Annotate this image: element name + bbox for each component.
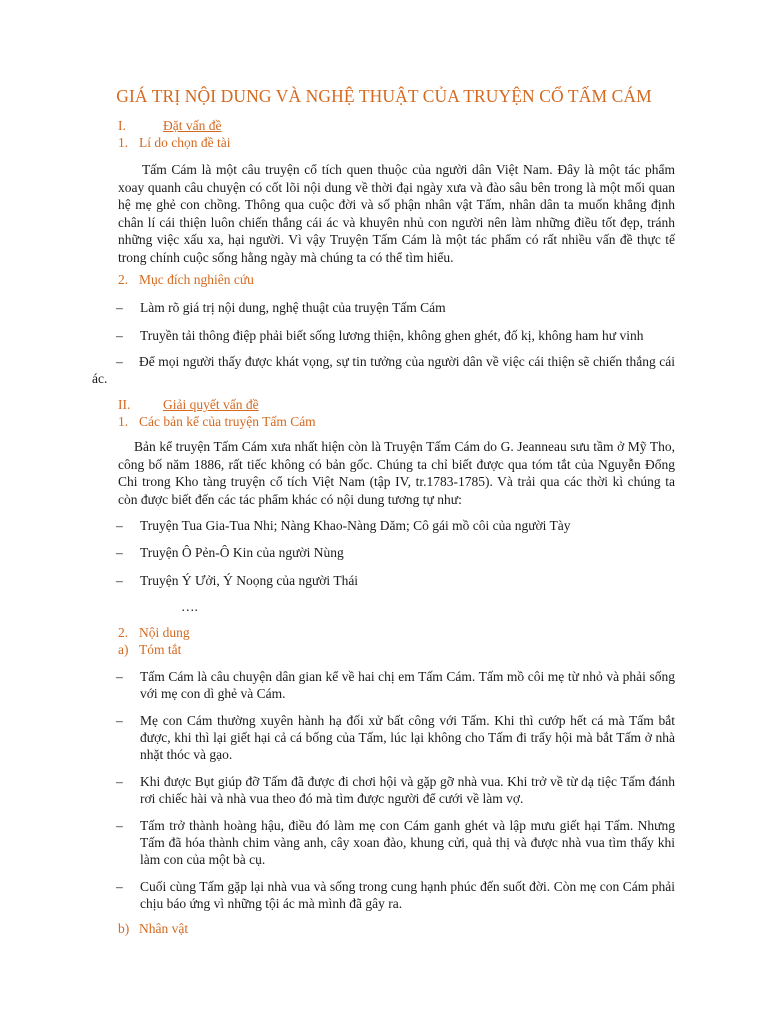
list-item: – Làm rõ giá trị nội dung, nghệ thuật của truyện Tấm Cám: [116, 300, 446, 315]
subsection-heading: [118, 135, 418, 151]
list-item: – Tấm Cám là câu chuyện dân gian kể về hai chị em Tấm Cám. Tấm mồ côi mẹ từ nhỏ và phải sống với mẹ con dì ghẻ và Cám.: [116, 669, 675, 701]
paragraph: Tấm Cám là một câu truyện cổ tích quen thuộc của người dân Việt Nam. Đây là một tác phẩm xoay quanh câu chuyện có cốt lõi nội dung về thời đại ngày xưa và đào sâu bên trong là một mối quan hệ mẹ ghẻ con chồng. Thông qua cuộc đời và số phận nhân vật Tấm, nhân dân ta muốn khẳng định chân lí cái thiện luôn chiến thắng cái ác và khuyên nhủ con người nên làm những điều tốt đẹp, tránh những việc xấu xa, hại người. Vì vậy Truyện Tấm Cám là một tác phẩm có rất nhiều vấn đề thực tế trong chính cuộc sống hằng ngày mà chúng ta có thể tìm hiểu.: [118, 162, 675, 265]
subsection-heading: [118, 272, 418, 288]
list-item: – Khi được Bụt giúp đỡ Tấm đã được đi chơi hội và gặp gỡ nhà vua. Khi trở về từ dạ tiệc Tấm đánh rơi chiếc hài và nhà vua theo đó mà tìm được người để cưới về làm vợ.: [116, 774, 675, 806]
list-item: – Truyền tải thông điệp phải biết sống lương thiện, không ghen ghét, đố kị, không ham hư vinh: [116, 328, 644, 343]
document-title: GIÁ TRỊ NỘI DUNG VÀ NGHỆ THUẬT CỦA TRUYỆN CỔ TẤM CÁM: [116, 86, 652, 106]
subsection-title: Mục đích nghiên cứu: [139, 272, 254, 287]
list-item: – Cuối cùng Tấm gặp lại nhà vua và sống trong cung hạnh phúc đến suốt đời. Còn mẹ con Cám phải chịu báo ứng vì những tội ác mà mình đã gây ra.: [116, 879, 675, 911]
section-number: I.: [118, 118, 126, 133]
section-title: Giải quyết vấn đề: [163, 397, 259, 412]
subsection-heading: [118, 414, 438, 430]
list-item: – Truyện Tua Gia-Tua Nhi; Nàng Khao-Nàng Dăm; Cô gái mồ côi của người Tày: [116, 518, 571, 533]
list-item: – Mẹ con Cám thường xuyên hành hạ đối xử bất công với Tấm. Khi thì cướp hết cá mà Tấm bắt được, khi thì lại giết hại cả cá bống của Tấm, lúc lại không cho Tấm đi trẩy hội mà bắt Tấm ở nhà nhặt thóc và gạo.: [116, 713, 675, 762]
section-2-heading: [118, 397, 418, 413]
subsection-number: 1.: [118, 135, 129, 150]
section-title: Đặt vấn đề: [163, 118, 222, 133]
subsection-number: b): [118, 921, 130, 936]
section-number: II.: [118, 397, 131, 412]
subsection-title: Tóm tắt: [139, 642, 182, 657]
subsection-heading: [118, 921, 418, 937]
subsection-number: 2.: [118, 272, 129, 287]
subsection-heading: [118, 625, 418, 641]
subsection-heading: [118, 642, 418, 658]
list-item: – Để mọi người thấy được khát vọng, sự tin tưởng của người dân về việc cái thiện sẽ chiến thắng cái ác.: [92, 354, 675, 386]
section-1-heading: [118, 118, 418, 134]
paragraph: Bản kể truyện Tấm Cám xưa nhất hiện còn là Truyện Tấm Cám do G. Jeanneau sưu tầm ở Mỹ Tho, công bố năm 1886, rất tiếc không có bản gốc. Chúng ta chỉ biết được qua tóm tắt của Nguyễn Đổng Chi trong Kho tàng truyện cổ tích Việt Nam (tập IV, tr.1783-1785). Và trải qua các thời kì chúng ta còn được biết đến các tác phẩm khác có nội dung tương tự như:: [118, 439, 675, 507]
subsection-number: 1.: [118, 414, 129, 429]
ellipsis: ….: [181, 599, 198, 614]
subsection-title: Các bản kể của truyện Tấm Cám: [139, 414, 316, 429]
list-item: – Truyện Ô Pẻn-Ô Kin của người Nùng: [116, 545, 344, 560]
subsection-number: a): [118, 642, 129, 657]
list-item: – Tấm trở thành hoàng hậu, điều đó làm mẹ con Cám ganh ghét và lập mưu giết hại Tấm. Nhưng Tấm đã hóa thành chim vàng anh, cây xoan đào, khung cửi, quả thị và được nhà vua tìm thấy khi làm con của một bà cụ.: [116, 818, 675, 867]
subsection-title: Nội dung: [139, 625, 190, 640]
subsection-number: 2.: [118, 625, 129, 640]
subsection-title: Lí do chọn đề tài: [139, 135, 231, 150]
list-item: – Truyện Ý Ưởi, Ý Noọng của người Thái: [116, 573, 359, 588]
subsection-title: Nhân vật: [139, 921, 189, 936]
